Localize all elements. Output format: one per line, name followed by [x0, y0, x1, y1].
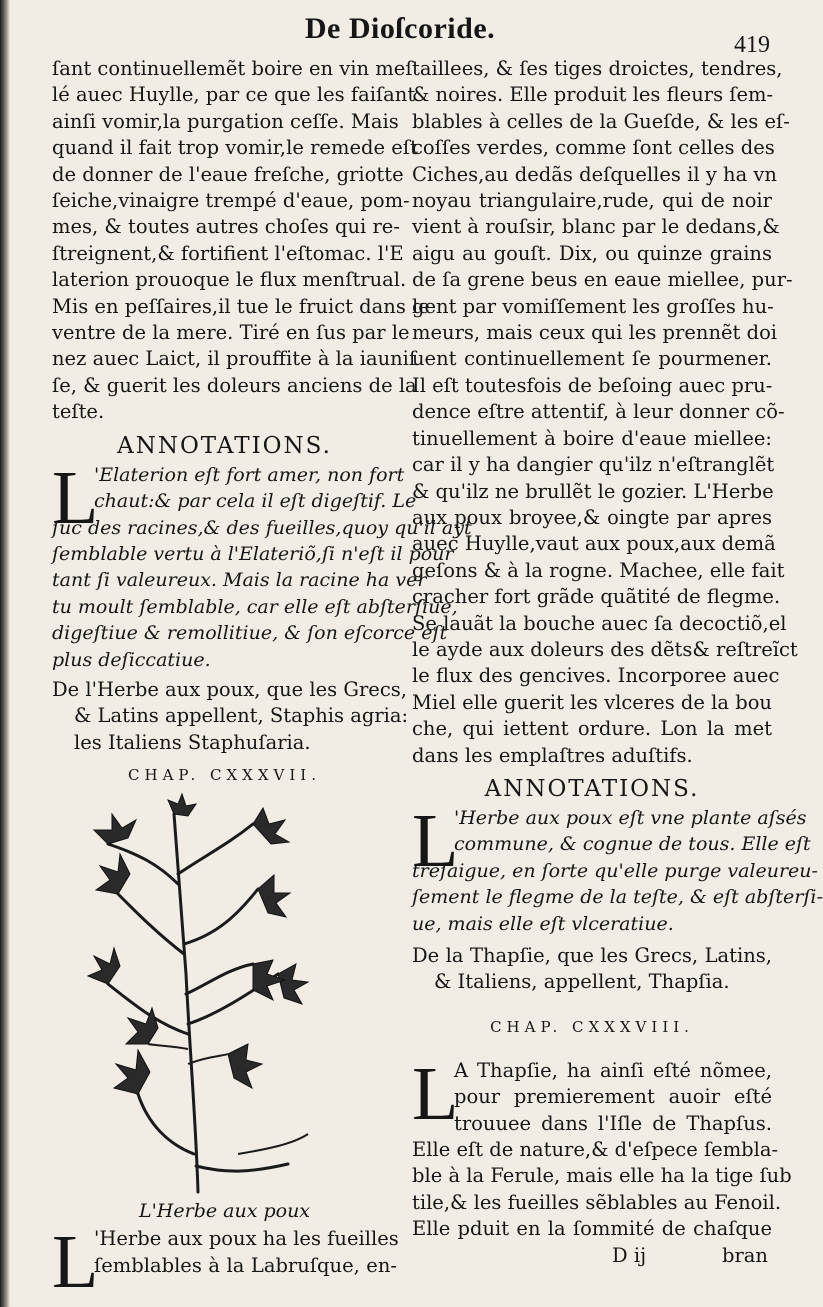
text-line: aigu au gouſt. Dix, ou quinze grains — [412, 241, 772, 265]
left-paragraph — [52, 56, 430, 426]
section-title — [52, 677, 409, 756]
text-line: ſe, & guerit les doleurs anciens de la — [52, 373, 417, 397]
text-line: les Italiens Staphuſaria. — [74, 730, 311, 754]
text-line: teſte. — [52, 400, 105, 424]
text-line: ble à la Ferule, mais elle ha la tige ſub — [412, 1164, 792, 1188]
annotation-block — [412, 798, 823, 937]
text-line: Elle pduit en la ſommité de chaſque — [412, 1217, 772, 1241]
text-line: tu moult ſemblable, car elle eſt abſterſiue, — [52, 595, 458, 618]
text-line: ainſi vomir,la purgation ceſſe. Mais — [52, 109, 399, 133]
text-line: De la Thapſie, que les Grecs, Latins, — [412, 944, 772, 967]
text-line: che, qui iettent ordure. Lon la met — [412, 717, 772, 741]
left-body-block — [52, 1220, 399, 1305]
herb-woodcut-illustration — [78, 794, 318, 1194]
annotation-block — [52, 455, 472, 673]
figure-caption: L'Herbe aux poux — [138, 1200, 311, 1223]
text-line: uent continuellement ſe pourmener. — [412, 347, 772, 371]
text-line: digeſtiue & remollitiue, & ſon eſcorce eſt — [52, 622, 448, 645]
left-column — [52, 56, 472, 1305]
text-line: 'Herbe aux poux eſt vne plante aſsés — [454, 806, 807, 829]
text-line: coſſes verdes, comme ſont celles des — [412, 136, 775, 160]
text-line: Se lauãt la bouche auec ſa decoctiõ,el — [412, 611, 787, 635]
text-line: Ciches,au dedãs deſquelles il y ha vn — [412, 162, 777, 186]
signature-mark: D ij — [612, 1243, 647, 1267]
text-line: le flux des gencives. Incorporee auec — [412, 664, 780, 688]
annotations-heading: ANNOTATIONS. — [117, 432, 332, 459]
text-line: Il eſt toutesfois de beſoing auec pru- — [412, 373, 773, 397]
text-line: geſons & à la rogne. Machee, elle fait — [412, 558, 785, 582]
text-line: 'Herbe aux poux ha les fueilles — [94, 1227, 399, 1251]
text-line: ſant continuellemẽt boire en vin meſ — [52, 57, 413, 80]
drop-cap: L — [412, 798, 459, 883]
text-line: dence eſtre attentif, à leur donner cõ- — [412, 400, 785, 424]
text-line: taillees, & ſes tiges droictes, tendres, — [412, 57, 783, 80]
text-line: trouuee dans l'Iſle de Thapſus. — [454, 1111, 772, 1135]
running-title: De Dioſcoride. — [304, 12, 496, 45]
text-line: cracher fort grãde quãtité de flegme. — [412, 585, 781, 609]
text-line: quand il fait trop vomir,le remede eſt — [52, 136, 418, 160]
right-body-block — [412, 1051, 792, 1243]
text-line: aux poux broyee,& oingte par apres — [412, 505, 772, 529]
text-line: Miel elle guerit les vlceres de la bou — [412, 690, 772, 714]
text-line: Mis en peſſaires,il tue le fruict dans le — [52, 294, 430, 318]
text-line: De l'Herbe aux poux, que les Grecs, — [52, 677, 407, 701]
right-column — [412, 56, 823, 1273]
page-gutter-shadow — [0, 0, 10, 1307]
text-line: de ſa grene beus en eaue miellee, pur- — [412, 268, 793, 292]
text-line: ſtreignent,& fortifient l'eſtomac. l'E — [52, 241, 404, 265]
catchword: bran — [722, 1243, 768, 1267]
text-line: Elle eſt de nature,& d'eſpece ſembla- — [412, 1138, 779, 1162]
text-line: & qu'ilz ne brullẽt le gozier. L'Herbe — [412, 479, 774, 503]
drop-cap: L — [412, 1051, 459, 1136]
text-line: ſeiche,vinaigre trempé d'eaue, pom- — [52, 189, 410, 213]
text-line: meurs, mais ceux qui les prennẽt doi — [412, 321, 778, 345]
text-line: gent par vomiſſement les groſſes hu- — [412, 294, 774, 318]
text-line: tant ſi valeureux. Mais la racine ha ver — [52, 569, 427, 592]
text-line: 'Elaterion eſt fort amer, non fort — [94, 463, 405, 486]
right-paragraph — [412, 56, 798, 769]
text-line: car il y ha dangier qu'ilz n'eſtranglẽt — [412, 453, 775, 477]
page-number: 419 — [734, 32, 770, 58]
annotations-heading: ANNOTATIONS. — [484, 775, 700, 802]
text-line: A Thapſie, ha ainſi eſté nõmee, — [454, 1058, 772, 1082]
text-line: nez auec Laict, il prouffite à la iaunif — [52, 347, 417, 371]
text-line: & Latins appellent, Staphis agria: — [74, 704, 409, 728]
drop-cap: L — [52, 1220, 99, 1305]
text-line: vient à rouſsir, blanc par le dedans,& — [412, 215, 780, 239]
text-line: de donner de l'eaue freſche, griotte — [52, 162, 404, 186]
text-line: & noires. Elle produit les fleurs ſem- — [412, 83, 774, 107]
text-line: treſaigue, en ſorte qu'elle purge valeureu- — [412, 859, 818, 882]
chapter-number: CHAP. CXXXVIII. — [490, 1017, 694, 1036]
text-line: mes, & toutes autres choſes qui re- — [52, 215, 400, 239]
text-line: dans les emplaſtres aduſtifs. — [412, 743, 693, 767]
text-line: ſuc des racines,& des fueilles,quoy qu'il ayt — [52, 516, 472, 539]
text-line: auec Huylle,vaut aux poux,aux demã — [412, 532, 776, 556]
text-line: tile,& les fueilles sẽblables au Fenoil. — [412, 1190, 782, 1214]
text-line: plus deſiccatiue. — [52, 648, 211, 671]
drop-cap: L — [52, 455, 99, 540]
page-footer — [412, 1243, 772, 1273]
text-line: le ayde aux doleurs des dẽts& reſtreĩct — [412, 637, 798, 661]
text-line: lé auec Huylle, par ce que les faiſant — [52, 83, 416, 107]
text-line: pour premierement auoir eſté — [454, 1085, 772, 1109]
text-line: ſement le flegme de la teſte, & eſt abſterſi- — [412, 886, 823, 909]
text-line: noyau triangulaire,rude, qui de noir — [412, 189, 772, 213]
text-line: ſemblable vertu à l'Elateriõ,ſi n'eſt il pour — [52, 542, 454, 565]
text-line: ſemblables à la Labruſque, en- — [94, 1253, 397, 1277]
text-line: blables à celles de la Gueſde, & les eſ- — [412, 109, 790, 133]
text-line: commune, & cognue de tous. Elle eſt — [454, 833, 811, 856]
chapter-number: CHAP. CXXXVII. — [128, 766, 321, 785]
text-line: & Italiens, appellent, Thapſia. — [434, 970, 730, 994]
section-title — [412, 943, 772, 996]
text-line: ventre de la mere. Tiré en ſus par le — [52, 321, 410, 345]
text-line: chaut:& par cela il eſt digeſtif. Le — [94, 490, 417, 513]
text-line: ue, mais elle eſt vlceratiue. — [412, 912, 674, 935]
text-line: tinuellement à boire d'eaue miellee: — [412, 426, 772, 450]
text-line: laterion prouoque le flux menſtrual. — [52, 268, 407, 292]
